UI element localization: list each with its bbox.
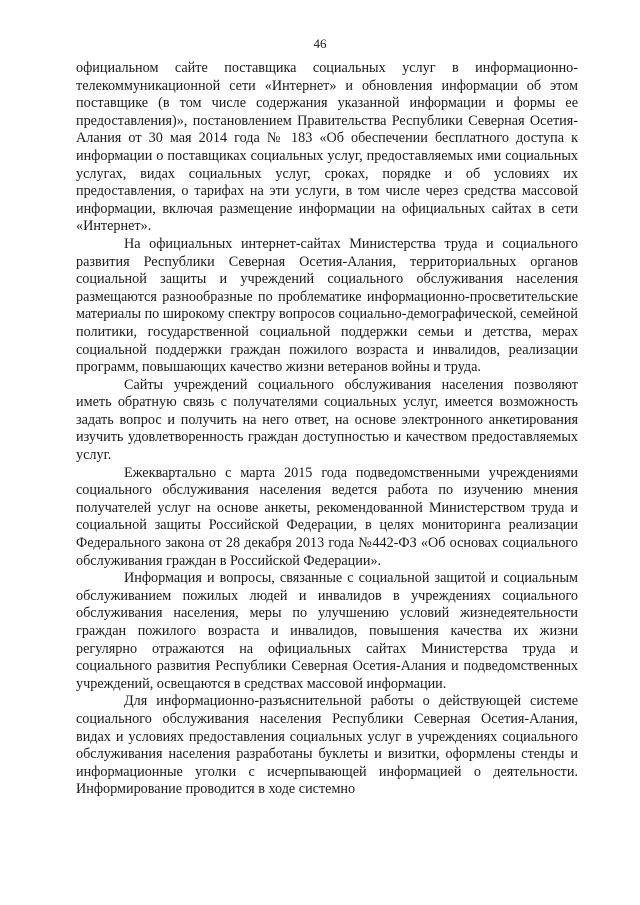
paragraph-5: Информация и вопросы, связанные с социальной защитой и социальным обслуживанием пожилых людей и инвалидов в учреждениях социального обслуживания населения, меры по улучшению условий жизнедеятельности граждан пожилого возраста и инвалидов, повышения качества их жизни регулярно отражаются на официальных сайтах Министерства труда и социального развития Республики Северная Осетия-Алания и подведомственных учреждений, освещаются в средствах массовой информации.: [76, 570, 578, 692]
paragraph-1: официальном сайте поставщика социальных услуг в информационно-телекоммуникационной сети «Интернет» и обновления информации об этом поставщике (в том числе содержания указанной информации и формы ее предоставления)», постановлением Правительства Республики Северная Осетия-Алания от 30 мая 2014 года № 183 «Об обеспечении бесплатного доступа к информации о поставщиках социальных услуг, предоставляемых ими социальных услугах, видах социальных услуг, сроках, порядке и об условиях их предоставления, о тарифах на эти услуги, в том числе через средства массовой информации, включая размещение информации на официальных сайтах в сети «Интернет».: [76, 60, 578, 235]
paragraph-4: Ежеквартально с марта 2015 года подведомственными учреждениями социального обслуживания населения ведется работа по изучению мнения получателей услуг на основе анкеты, рекомендованной Министерством труда и социальной защиты Российской Федерации, в целях мониторинга реализации Федерального закона от 28 декабря 2013 года №442-ФЗ «Об основах социального обслуживания граждан в Российской Федерации».: [76, 464, 578, 569]
paragraph-6: Для информационно-разъяснительной работы о действующей системе социального обслуживания населения Республики Северная Осетия-Алания, видах и условиях предоставления социальных услуг в учреждениях социального обслуживания населения разработаны буклеты и визитки, оформлены стенды и информационные уголки с исчерпывающей информацией о деятельности. Информирование проводится в ходе системно: [76, 693, 578, 798]
paragraph-2: На официальных интернет-сайтах Министерства труда и социального развития Республики Северная Осетия-Алания, территориальных органов социальной защиты и учреждений социального обслуживания населения размещаются разнообразные по проблематике информационно-просветительские материалы по широкому спектру вопросов социально-демографической, семейной политики, государственной социальной поддержки семьи и детства, мерах социальной поддержки граждан пожилого возраста и инвалидов, реализации программ, повышающих качество жизни ветеранов войны и труда.: [76, 235, 578, 376]
body-text: [76, 60, 578, 799]
page-number: 46: [313, 36, 327, 51]
paragraph-3: Сайты учреждений социального обслуживания населения позволяют иметь обратную связь с получателями социальных услуг, имеется возможность задать вопрос и получить на него ответ, на основе электронного анкетирования изучить удовлетворенность граждан доступностью и качеством предоставляемых услуг.: [76, 376, 578, 464]
